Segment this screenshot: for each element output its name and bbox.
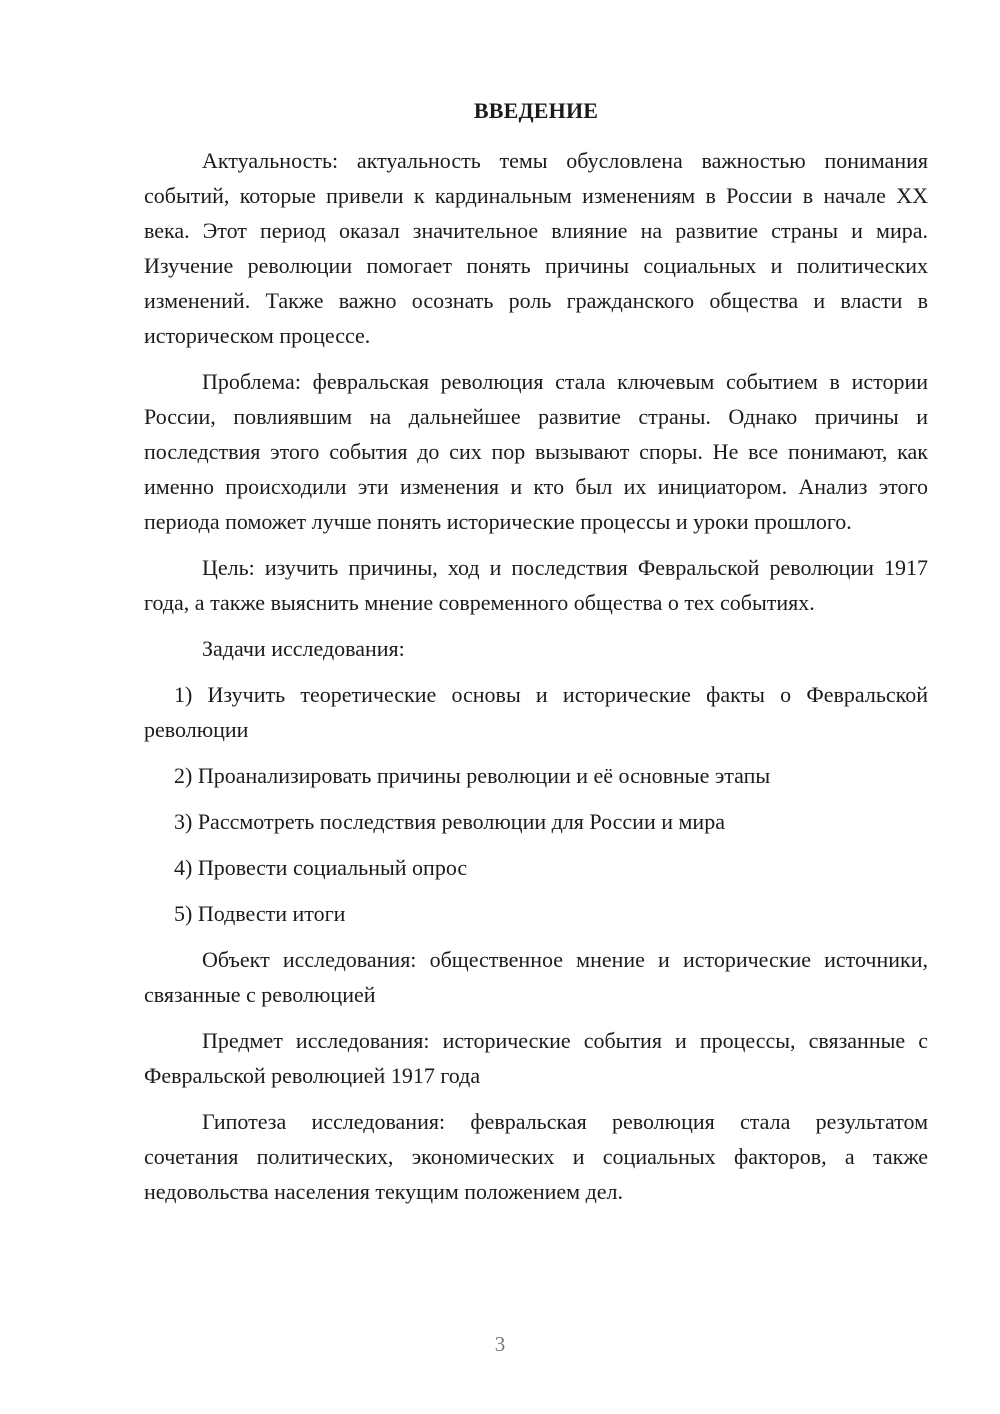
page-number: 3: [494, 1332, 506, 1356]
task-item: 3) Рассмотреть последствия революции для России и мира: [174, 809, 725, 834]
page-content: [144, 94, 928, 1220]
relevance-paragraph: Актуальность: актуальность темы обусловлена важностью понимания событий, которые привели к кардинальным изменениям в России в начале XX века. Этот период оказал значительное влияние на развитие страны и мира. Изучение революции помогает понять причины социальных и политических изменений. Также важно осознать роль гражданского общества и власти в историческом процессе.: [144, 148, 928, 348]
section-heading: ВВЕДЕНИЕ: [473, 98, 599, 123]
object-paragraph: Объект исследования: общественное мнение и исторические источники, связанные с революцией: [144, 947, 928, 1007]
hypothesis-paragraph: Гипотеза исследования: февральская революция стала результатом сочетания политических, экономических и социальных факторов, а также недовольства населения текущим положением дел.: [144, 1109, 928, 1204]
goal-paragraph: Цель: изучить причины, ход и последствия Февральской революции 1917 года, а также выяснить мнение современного общества о тех событиях.: [144, 555, 928, 615]
tasks-heading: Задачи исследования:: [202, 636, 405, 661]
problem-paragraph: Проблема: февральская революция стала ключевым событием в истории России, повлиявшим на дальнейшее развитие страны. Однако причины и последствия этого события до сих пор вызывают споры. Не все понимают, как именно происходили эти изменения и кто был их инициатором. Анализ этого периода поможет лучше понять исторические процессы и уроки прошлого.: [144, 369, 928, 534]
task-item: 2) Проанализировать причины революции и её основные этапы: [174, 763, 771, 788]
task-item: 5) Подвести итоги: [174, 901, 346, 926]
subject-paragraph: Предмет исследования: исторические события и процессы, связанные с Февральской революцией 1917 года: [144, 1028, 928, 1088]
task-item: 4) Провести социальный опрос: [174, 855, 468, 880]
task-item: 1) Изучить теоретические основы и исторические факты о Февральской революции: [144, 682, 928, 742]
